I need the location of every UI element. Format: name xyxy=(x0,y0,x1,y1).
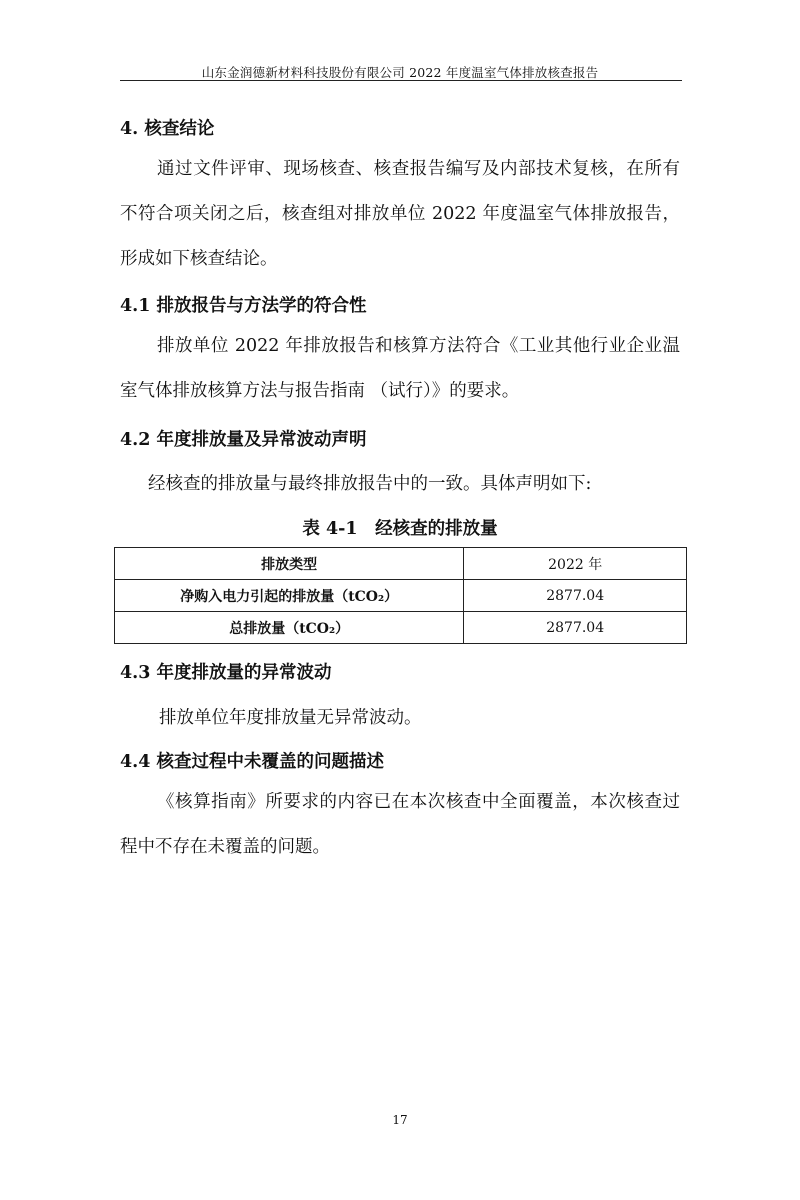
section-4-3-heading: 4.3 年度排放量的异常波动 xyxy=(120,663,332,683)
page-header-title: 山东金润德新材料科技股份有限公司 2022 年度温室气体排放核查报告 xyxy=(201,65,599,80)
table-cell-label: 净购入电力引起的排放量（tCO₂） xyxy=(115,580,464,612)
table-row xyxy=(115,580,687,612)
table-caption: 表 4-1 经核查的排放量 xyxy=(302,519,498,539)
table-header-type: 排放类型 xyxy=(115,548,464,580)
section-4-1-heading: 4.1 排放报告与方法学的符合性 xyxy=(120,296,367,316)
section-4-2-heading: 4.2 年度排放量及异常波动声明 xyxy=(120,430,367,450)
header-divider xyxy=(120,80,682,81)
table-header-year: 2022 年 xyxy=(464,548,687,580)
section-4-body: 通过文件评审、现场核查、核查报告编写及内部技术复核，在所有不符合项关闭之后，核查组对排放单位 2022 年度温室气体排放报告，形成如下核查结论。 xyxy=(120,159,680,269)
table-header-row xyxy=(115,548,687,580)
section-4-2-body: 经核查的排放量与最终排放报告中的一致。具体声明如下: xyxy=(148,474,592,494)
section-4-4-heading: 4.4 核查过程中未覆盖的问题描述 xyxy=(120,752,385,772)
table-cell-label: 总排放量（tCO₂） xyxy=(115,612,464,644)
section-4-4-body: 《核算指南》所要求的内容已在本次核查中全面覆盖，本次核查过程中不存在未覆盖的问题。 xyxy=(120,792,680,857)
table-cell-value: 2877.04 xyxy=(464,612,687,644)
section-4-1-body: 排放单位 2022 年排放报告和核算方法符合《工业其他行业企业温室气体排放核算方法与报告指南 （试行）》的要求。 xyxy=(120,336,680,401)
section-4-3-body: 排放单位年度排放量无异常波动。 xyxy=(159,708,422,728)
emission-table xyxy=(114,547,687,644)
table-row xyxy=(115,612,687,644)
table-cell-value: 2877.04 xyxy=(464,580,687,612)
section-4-heading: 4. 核查结论 xyxy=(120,119,215,139)
page-number: 17 xyxy=(392,1113,408,1127)
